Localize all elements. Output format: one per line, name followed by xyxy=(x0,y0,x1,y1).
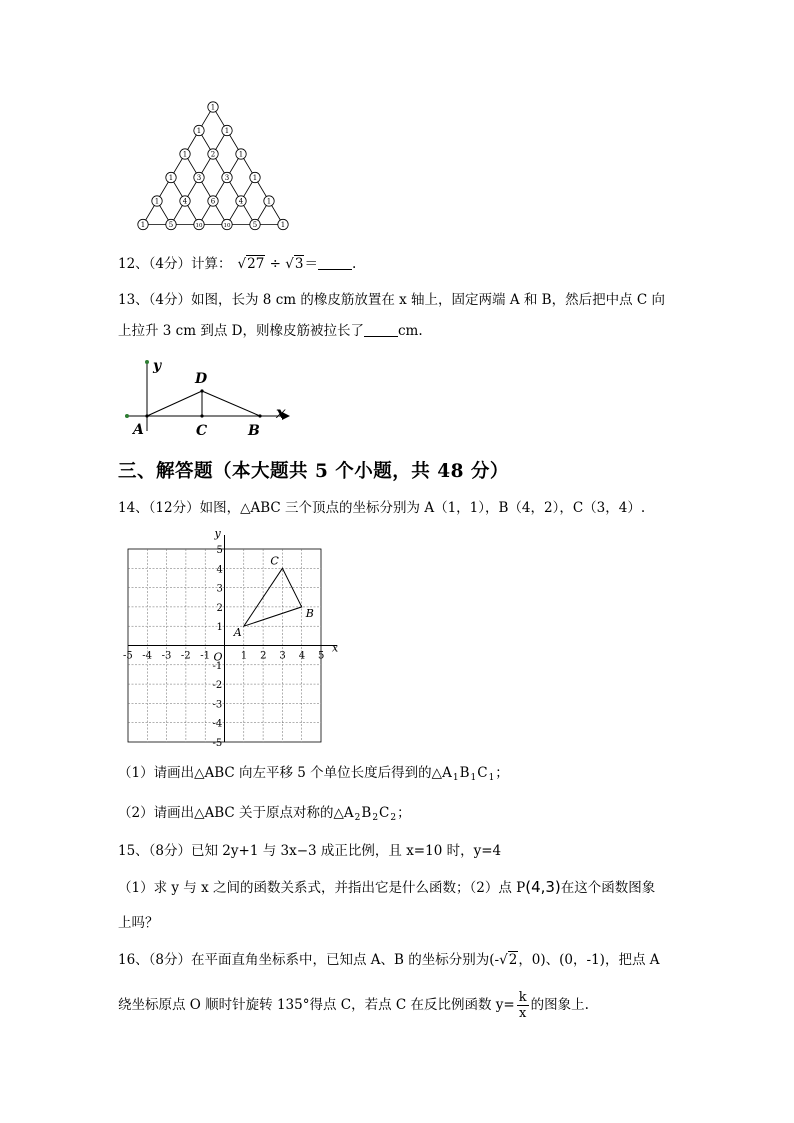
sqrt-27: √27 xyxy=(237,256,265,272)
number-triangle-figure xyxy=(125,95,295,245)
vertex-label-C: C xyxy=(270,554,279,568)
triangle-node-value: 5 xyxy=(168,221,174,230)
x-axis-label: x xyxy=(332,641,339,655)
triangle-node-value: 1 xyxy=(196,127,202,136)
answer-blank xyxy=(364,322,398,337)
sub: 2 xyxy=(390,813,397,823)
q16-line2-b: 的图象上. xyxy=(530,997,589,1013)
x-tick-label: -3 xyxy=(161,650,172,662)
y-tick-label: 4 xyxy=(216,564,223,576)
q14-p2-b: B xyxy=(361,805,372,821)
x-tick-label: 5 xyxy=(318,650,325,662)
y-tick-label: 1 xyxy=(216,622,223,634)
triangle-node-value: 1 xyxy=(238,150,244,159)
q16-line1-b: ，0)、(0，-1)，把点 A xyxy=(518,952,660,968)
point-D xyxy=(200,389,203,392)
question-14-part2 xyxy=(118,803,411,828)
y-tick-label: 2 xyxy=(216,602,223,614)
question-13-line2 xyxy=(118,321,423,341)
triangle-node-value: 1 xyxy=(210,103,216,112)
q14-p2-text: （2）请画出△ABC 关于原点对称的△A xyxy=(118,805,354,821)
x-label: x xyxy=(276,403,286,422)
y-tick-label: -5 xyxy=(212,738,223,749)
triangle-nodes xyxy=(138,102,288,230)
triangle-node-value: 1 xyxy=(154,197,160,206)
triangle-node-value: 3 xyxy=(196,174,202,183)
question-12 xyxy=(118,254,356,274)
x-tick-label: -2 xyxy=(180,650,191,662)
triangle-node-value: 3 xyxy=(224,174,230,183)
question-15-line3: 上吗？ xyxy=(118,915,159,931)
y-tick-label: -3 xyxy=(212,699,223,711)
q12-prefix: 12、（4分）计算： xyxy=(118,256,232,272)
y-axis-label: y xyxy=(214,527,221,540)
triangle-node-value: 1 xyxy=(168,174,174,183)
triangle-node-value: 2 xyxy=(210,150,216,159)
x-axis-start xyxy=(125,414,129,418)
q16-line1-a: 16、（8分）在平面直角坐标系中，已知点 A、B 的坐标分别为(- xyxy=(118,952,500,968)
point-A xyxy=(145,414,148,417)
y-tick-label: -2 xyxy=(212,680,223,692)
triangle-node-value: 1 xyxy=(252,174,258,183)
question-13-line1: 13、（4分）如图，长为 8 cm 的橡皮筋放置在 x 轴上，固定两端 A 和 B，然后把中点 C 向 xyxy=(118,292,665,308)
question-14-stem: 14、（12分）如图，△ABC 三个顶点的坐标分别为 A（1，1），B（4，2），C（3，4）. xyxy=(118,500,646,516)
grid-tick-labels xyxy=(123,545,324,749)
segment-AD xyxy=(147,391,202,416)
question-14-part1 xyxy=(118,763,509,788)
section-3-heading: 三、解答题（本大题共 5 个小题，共 48 分） xyxy=(118,461,509,482)
question-15-stem: 15、（8分）已知 2y+1 与 3x−3 成正比例，且 x=10 时，y=4 xyxy=(118,843,502,859)
x-tick-label: -1 xyxy=(200,650,210,662)
q12-end: . xyxy=(351,256,357,272)
vertex-label-B: B xyxy=(305,606,314,620)
q16-line2-a: 绕坐标原点 O 顺时针旋转 135°得点 C，若点 C 在反比例函数 y= xyxy=(118,997,515,1013)
label-A: A xyxy=(133,422,144,438)
y-tick-label: 5 xyxy=(216,545,223,556)
coordinate-grid-figure xyxy=(118,525,348,750)
y-tick-label: 3 xyxy=(216,583,223,595)
triangle-node-value: 1 xyxy=(182,150,188,159)
point-C xyxy=(200,414,203,417)
triangle-node-value: 4 xyxy=(238,197,244,206)
x-tick-label: -4 xyxy=(142,650,153,662)
y-axis-end xyxy=(145,360,149,364)
vertex-label-A: A xyxy=(233,626,242,640)
answer-blank xyxy=(318,255,352,270)
question-16-line2 xyxy=(118,990,589,1021)
segment-DB xyxy=(202,391,260,416)
y-tick-label: -4 xyxy=(212,718,223,730)
triangle-abc-shape xyxy=(244,568,302,626)
q15-part-a: （1）求 y 与 x 之间的函数关系式，并指出它是什么函数；（2）点 P xyxy=(118,880,526,896)
question-16-line1 xyxy=(118,950,659,970)
q14-p1-text: （1）请画出△ABC 向左平移 5 个单位长度后得到的△A xyxy=(118,765,452,781)
triangle-node-value: 10 xyxy=(195,223,203,230)
q13-unit: cm. xyxy=(397,323,423,339)
sqrt-2: √2 xyxy=(499,952,518,968)
point-B xyxy=(258,414,261,417)
q14-p1-c: C xyxy=(477,765,488,781)
triangle-node-value: 5 xyxy=(252,221,258,230)
fraction-k-over-x: $\frac{k}{x}$ xyxy=(518,990,527,1021)
q14-p1-end: ； xyxy=(495,765,509,781)
q14-p2-c: C xyxy=(379,805,390,821)
triangle-lines xyxy=(143,107,283,225)
x-tick-label: 2 xyxy=(260,650,267,662)
label-D: D xyxy=(195,371,208,387)
x-tick-label: -5 xyxy=(123,650,133,662)
rubber-band-figure xyxy=(120,355,295,440)
q15-part-b: 在这个函数图象 xyxy=(560,880,656,896)
x-tick-label: 3 xyxy=(279,650,286,662)
sub: 2 xyxy=(372,813,379,823)
q12-equals: ＝ xyxy=(304,256,318,272)
sub: 2 xyxy=(354,813,361,823)
triangle-node-value: 4 xyxy=(182,197,188,206)
triangle-node-value: 1 xyxy=(266,197,272,206)
label-B: B xyxy=(248,423,260,439)
triangle-node-value: 10 xyxy=(223,223,231,230)
triangle-node-value: 1 xyxy=(280,221,286,230)
point-P: (4,3) xyxy=(525,878,561,896)
y-label: y xyxy=(153,358,162,374)
origin-label: O xyxy=(213,650,223,664)
question-15-parts xyxy=(118,877,655,898)
x-tick-label: 4 xyxy=(298,650,306,662)
x-tick-label: 1 xyxy=(240,650,248,662)
triangle-node-value: 6 xyxy=(210,197,216,206)
q14-p1-b: B xyxy=(459,765,470,781)
sqrt-3: √3 xyxy=(285,256,304,272)
sub: 1 xyxy=(470,773,477,783)
triangle-node-value: 1 xyxy=(224,127,230,136)
sub: 1 xyxy=(488,773,495,783)
sub: 1 xyxy=(452,773,459,783)
q14-p2-end: ； xyxy=(397,805,411,821)
q12-operator: ÷ xyxy=(269,256,281,272)
q13-line2-text: 上拉升 3 cm 到点 D，则橡皮筋被拉长了 xyxy=(118,323,364,339)
y-tick-label: -1 xyxy=(212,660,223,672)
triangle-node-value: 1 xyxy=(140,221,146,230)
label-C: C xyxy=(196,423,208,439)
